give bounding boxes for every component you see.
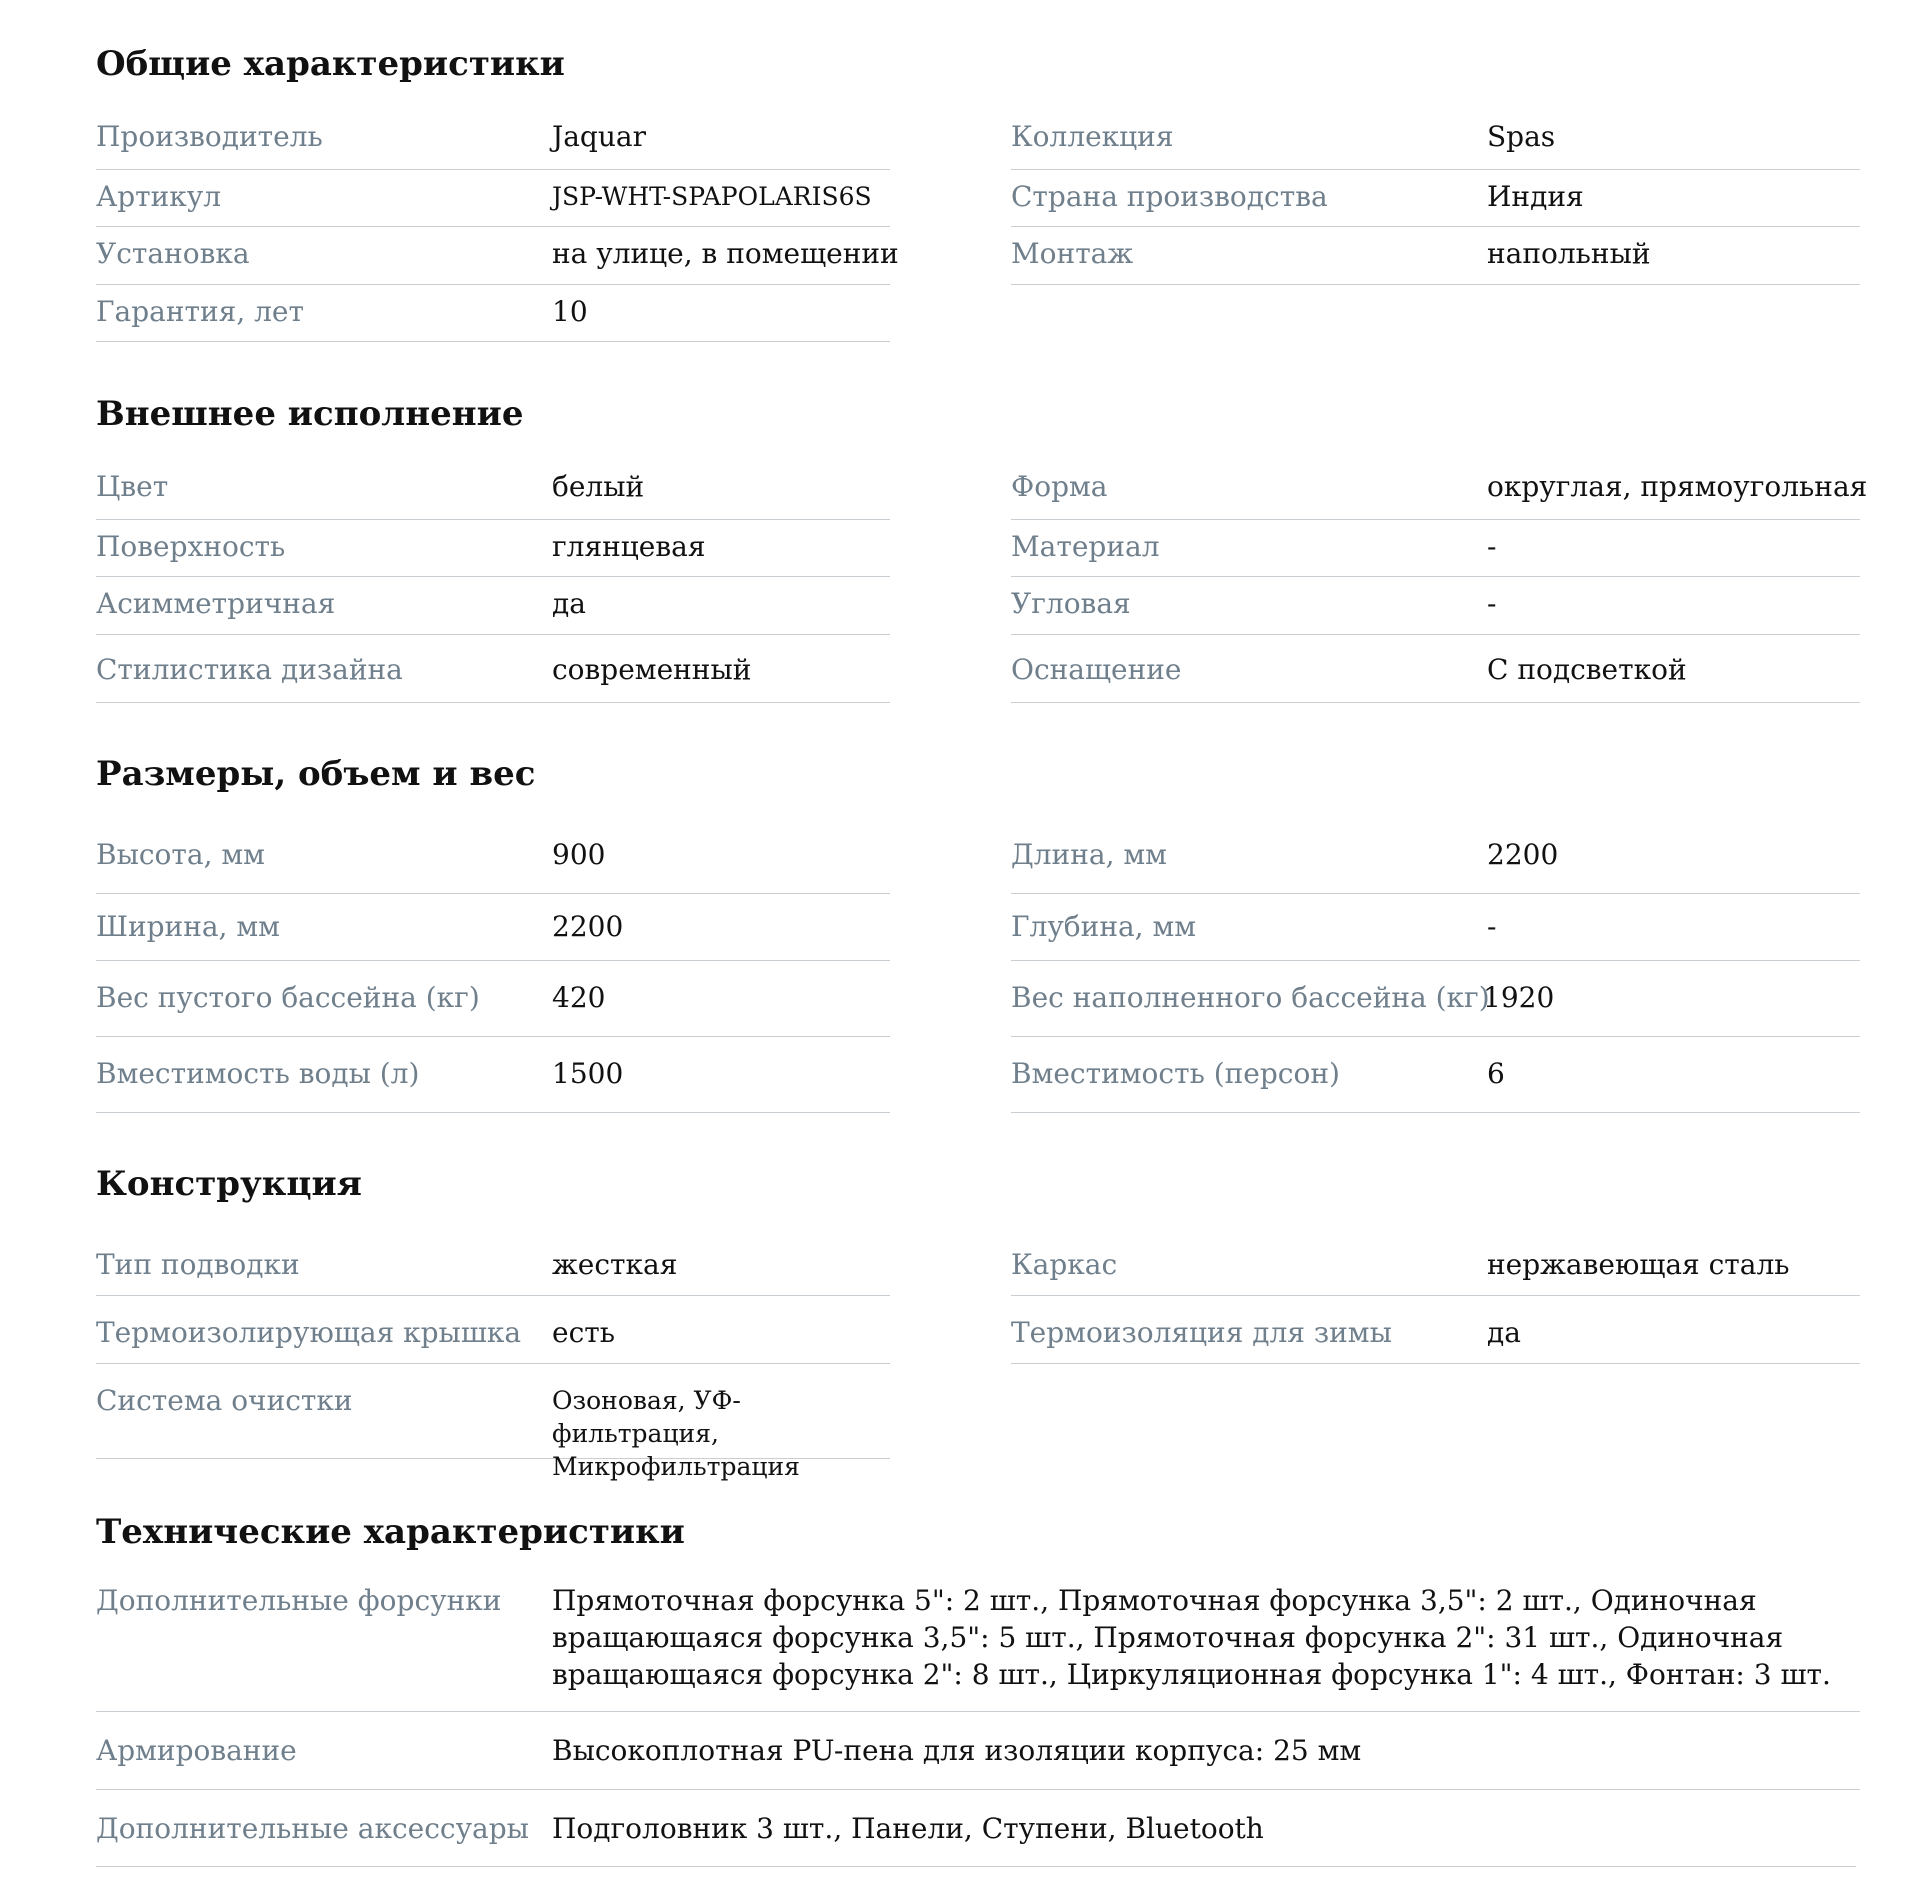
spec-label: Стилистика дизайна	[96, 653, 403, 686]
section-title: Внешнее исполнение	[96, 394, 524, 434]
spec-row	[1011, 1296, 1860, 1364]
spec-row	[96, 1296, 890, 1364]
general-right-column	[1011, 112, 1860, 285]
spec-label: Поверхность	[96, 530, 286, 563]
spec-row	[96, 520, 890, 577]
spec-row	[96, 577, 890, 635]
spec-row	[1011, 112, 1860, 170]
spec-value: да	[552, 587, 586, 620]
spec-value: JSP-WHT-SPAPOLARIS6S	[552, 182, 872, 211]
spec-row	[96, 1240, 890, 1296]
technical-rows	[96, 1576, 1860, 1867]
section-title: Размеры, объем и вес	[96, 754, 536, 794]
spec-label: Тип подводки	[96, 1248, 300, 1281]
spec-row	[1011, 520, 1860, 577]
spec-value: округлая, прямоугольная	[1487, 470, 1868, 503]
spec-label: Вес пустого бассейна (кг)	[96, 981, 480, 1014]
construction-left-column	[96, 1240, 890, 1481]
spec-label: Глубина, мм	[1011, 910, 1197, 943]
spec-label: Производитель	[96, 120, 323, 153]
spec-value: -	[1487, 587, 1497, 620]
spec-value: 420	[552, 981, 606, 1014]
dimensions-left-column	[96, 826, 890, 1113]
spec-row	[1011, 961, 1860, 1037]
spec-row	[96, 227, 899, 285]
spec-value: Прямоточная форсунка 5": 2 шт., Прямоточная форсунка 3,5": 2 шт., Одиночная вращающаяся форсунка 3,5": 5 шт., Прямоточная форсунка 2": 31 шт., Одиночная вращающаяся форсунка 2": 8 шт., Циркуляционная форсунка 1": 4 шт., Фонтан: 3 шт.	[552, 1584, 1831, 1691]
spec-label: Артикул	[96, 180, 222, 213]
spec-row	[96, 170, 890, 227]
spec-value: -	[1487, 530, 1497, 563]
spec-label: Термоизоляция для зимы	[1011, 1316, 1392, 1349]
section-title: Технические характеристики	[96, 1512, 685, 1552]
spec-label: Материал	[1011, 530, 1160, 563]
spec-row	[96, 285, 890, 342]
spec-value: Высокоплотная PU-пена для изоляции корпуса: 25 мм	[552, 1734, 1362, 1767]
spec-row	[1011, 1240, 1860, 1296]
spec-label: Система очистки	[96, 1384, 353, 1417]
spec-label: Форма	[1011, 470, 1108, 503]
spec-label: Каркас	[1011, 1248, 1118, 1281]
section-construction	[96, 1164, 1860, 1481]
spec-label: Цвет	[96, 470, 169, 503]
spec-value: Spas	[1487, 120, 1556, 153]
section-title: Конструкция	[96, 1164, 362, 1204]
spec-row	[1011, 635, 1860, 703]
spec-label: Термоизолирующая крышка	[96, 1316, 522, 1349]
spec-value: 1920	[1483, 981, 1555, 1014]
spec-value: Озоновая, УФ-фильтрация, Микрофильтрация	[552, 1386, 800, 1481]
spec-row	[1011, 462, 1868, 520]
construction-right-column	[1011, 1240, 1860, 1364]
spec-value: 1500	[552, 1057, 624, 1090]
spec-value: Подголовник 3 шт., Панели, Ступени, Bluetooth	[552, 1812, 1264, 1845]
spec-label: Гарантия, лет	[96, 295, 304, 328]
spec-value: современный	[552, 653, 752, 686]
exterior-right-column	[1011, 462, 1868, 703]
spec-value: 10	[552, 295, 588, 328]
spec-row	[1011, 577, 1860, 635]
spec-value: напольный	[1487, 237, 1651, 270]
spec-label: Асимметричная	[96, 587, 336, 620]
spec-label: Дополнительные форсунки	[96, 1584, 502, 1617]
spec-label: Вес наполненного бассейна (кг)	[1011, 981, 1490, 1014]
spec-row	[96, 112, 890, 170]
section-technical	[96, 1512, 1860, 1845]
spec-label: Установка	[96, 237, 250, 270]
spec-value: да	[1487, 1316, 1521, 1349]
spec-row	[96, 961, 890, 1037]
spec-label: Вместимость (персон)	[1011, 1057, 1340, 1090]
spec-row	[96, 462, 890, 520]
spec-row	[96, 826, 890, 894]
spec-value: 6	[1487, 1057, 1505, 1090]
spec-value: 900	[552, 838, 606, 871]
spec-value: на улице, в помещении	[552, 237, 899, 270]
spec-value: -	[1487, 910, 1497, 943]
spec-value: жесткая	[552, 1248, 678, 1281]
general-left-column	[96, 112, 899, 342]
spec-label: Вместимость воды (л)	[96, 1057, 420, 1090]
spec-value: 2200	[1487, 838, 1559, 871]
spec-label: Ширина, мм	[96, 910, 280, 943]
spec-value: Jaquar	[552, 120, 646, 153]
dimensions-right-column	[1011, 826, 1860, 1113]
spec-row	[1011, 227, 1860, 285]
spec-label: Коллекция	[1011, 120, 1174, 153]
spec-label: Дополнительные аксессуары	[96, 1812, 529, 1845]
spec-row	[96, 894, 890, 961]
spec-label: Страна производства	[1011, 180, 1328, 213]
section-general	[96, 44, 1860, 328]
spec-row	[96, 1037, 890, 1113]
spec-value: глянцевая	[552, 530, 706, 563]
spec-row	[96, 1364, 890, 1481]
spec-row	[1011, 170, 1860, 227]
spec-value: 2200	[552, 910, 624, 943]
exterior-left-column	[96, 462, 890, 703]
spec-value: Индия	[1487, 180, 1584, 213]
spec-label: Армирование	[96, 1734, 297, 1767]
section-title: Общие характеристики	[96, 44, 565, 84]
section-exterior	[96, 394, 1868, 686]
spec-value: нержавеющая сталь	[1487, 1248, 1790, 1281]
section-dimensions	[96, 754, 1860, 1090]
spec-row	[96, 1712, 1860, 1790]
spec-row	[1011, 894, 1860, 961]
spec-row	[96, 1576, 1860, 1712]
spec-value: С подсветкой	[1487, 653, 1687, 686]
spec-label: Высота, мм	[96, 838, 265, 871]
spec-row	[1011, 826, 1860, 894]
spec-value: белый	[552, 470, 645, 503]
spec-label: Монтаж	[1011, 237, 1134, 270]
spec-label: Оснащение	[1011, 653, 1182, 686]
spec-row	[96, 1790, 1856, 1867]
spec-label: Угловая	[1011, 587, 1131, 620]
spec-row	[96, 635, 890, 703]
spec-row	[1011, 1037, 1860, 1113]
spec-label: Длина, мм	[1011, 838, 1167, 871]
spec-value: есть	[552, 1316, 615, 1349]
